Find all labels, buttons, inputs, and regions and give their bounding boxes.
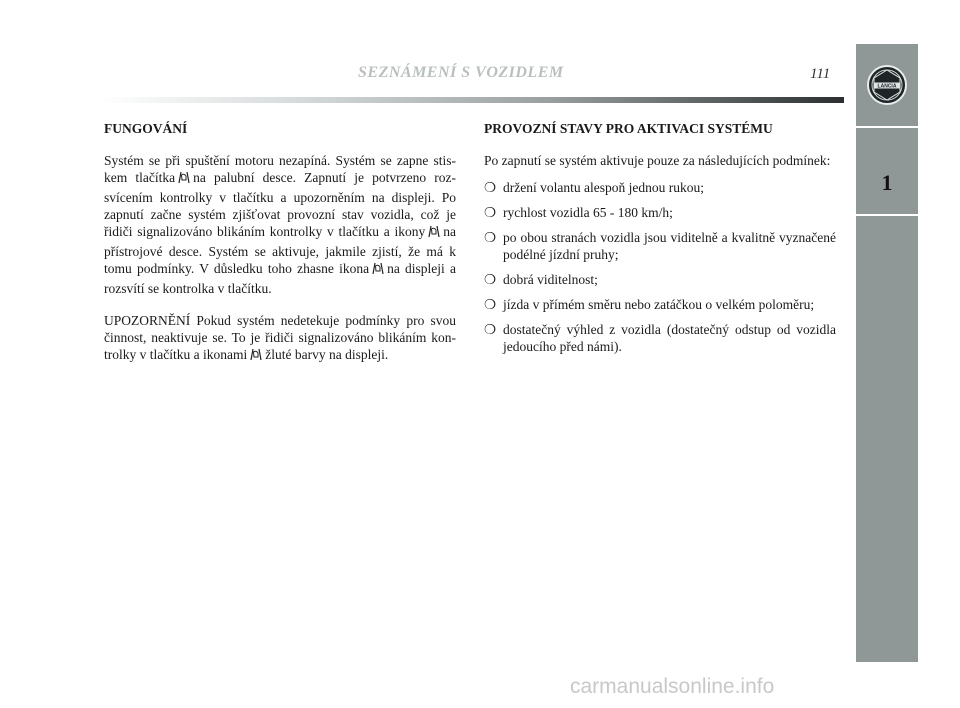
logo-box: [856, 44, 918, 126]
list-item: ❍ jízda v přímém směru nebo zatáčkou o velkém poloměru;: [484, 297, 815, 312]
page-number: 111: [810, 66, 831, 82]
lane-keeping-icon: [428, 224, 440, 243]
section-heading-fungovani: FUNGOVÁNÍ: [104, 121, 188, 136]
right-column: [484, 120, 836, 363]
list-item: ❍ po obou stranách vozidla jsou viditelně a kvalitně vyznačené podélné jízdní pruhy;: [484, 230, 836, 262]
running-header: SEZNÁMENÍ S VOZIDLEM: [358, 64, 564, 81]
bullet-circle-icon: ❍: [484, 205, 497, 220]
paragraph-warning: UPOZORNĚNÍ Pokud systém nedetekuje podmínky pro svou činnost, neaktivuje se. To je řidiči signalizováno blikáním kontrolky v tlačítku a ikonami žluté barvy na displeji.: [104, 312, 456, 366]
chapter-side-tab: [856, 44, 918, 662]
bullet-circle-icon: ❍: [484, 180, 497, 195]
list-item: ❍ dobrá viditelnost;: [484, 272, 598, 287]
lane-keeping-icon: [250, 347, 262, 366]
paragraph-operation: Systém se při spuštění motoru nezapíná. Systém se zapne stiskem tlačítka na palubní desce. Zapnutí je potvrzeno rozsvícením kontrolky v tlačítku a upozorněním na displeji. Po zapnutí začne systém zjišťovat provozní stav vozidla, což je řidiči signalizováno blikáním kontrolky v tlačítku a ikony na přístrojové desce. Systém se aktivuje, jakmile zjistí, že má k tomu podmínky. V důsledku toho zhasne ikona na displeji a rozsvítí se kontrolka v tlačítku.: [104, 153, 457, 296]
list-item: ❍ držení volantu alespoň jednou rukou;: [484, 180, 704, 195]
bullet-circle-icon: ❍: [484, 272, 497, 287]
tab-divider-top: [856, 126, 918, 128]
section-heading-operating-states: PROVOZNÍ STAVY PRO AKTIVACI SYSTÉMU: [484, 121, 773, 136]
paragraph-conditions-intro: Po zapnutí se systém aktivuje pouze za následujících podmínek:: [484, 153, 831, 168]
logo-text: LANCIA: [877, 83, 897, 90]
left-column: [104, 120, 456, 381]
lane-keeping-icon: [372, 261, 384, 280]
lane-keeping-icon: [178, 170, 190, 189]
conditions-list: [484, 179, 836, 355]
list-item: ❍ rychlost vozidla 65 - 180 km/h;: [484, 205, 673, 220]
lancia-logo-icon: [866, 64, 908, 106]
chapter-number: 1: [881, 170, 893, 195]
bullet-circle-icon: ❍: [484, 297, 497, 312]
header-rule: [100, 97, 844, 103]
bullet-circle-icon: ❍: [484, 322, 497, 337]
list-item: ❍ dostatečný výhled z vozidla (dostatečný odstup od vozidla jedoucího před námi).: [484, 322, 836, 354]
tab-divider-bottom: [856, 214, 918, 216]
watermark: carmanualsonline.info: [570, 675, 775, 698]
bullet-circle-icon: ❍: [484, 230, 497, 245]
